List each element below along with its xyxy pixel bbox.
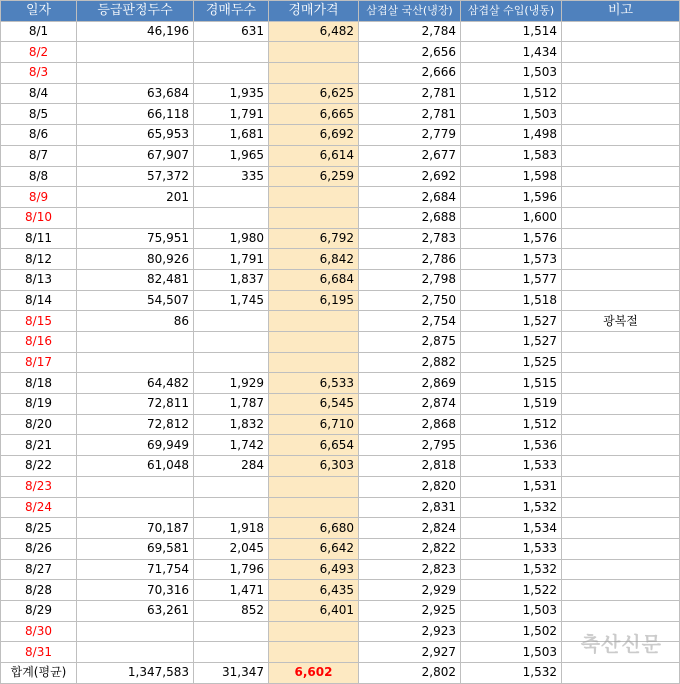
cell-auction — [194, 42, 269, 63]
cell-graded: 72,811 — [77, 394, 194, 415]
cell-date: 8/5 — [1, 104, 77, 125]
cell-domestic: 2,684 — [359, 187, 461, 208]
cell-note — [562, 145, 680, 166]
cell-price — [269, 187, 359, 208]
cell-domestic: 2,875 — [359, 332, 461, 353]
cell-domestic: 2,692 — [359, 166, 461, 187]
cell-domestic: 2,929 — [359, 580, 461, 601]
cell-domestic: 2,822 — [359, 538, 461, 559]
table-row — [1, 456, 680, 477]
table-row — [1, 559, 680, 580]
cell-date: 8/24 — [1, 497, 77, 518]
header-graded-count: 등급판정두수 — [77, 1, 194, 22]
cell-imported: 1,525 — [461, 352, 562, 373]
cell-price: 6,195 — [269, 290, 359, 311]
cell-domestic: 2,781 — [359, 83, 461, 104]
cell-graded: 65,953 — [77, 125, 194, 146]
total-imported: 1,532 — [461, 663, 562, 684]
cell-imported: 1,532 — [461, 559, 562, 580]
cell-domestic: 2,784 — [359, 21, 461, 42]
cell-domestic: 2,823 — [359, 559, 461, 580]
total-note — [562, 663, 680, 684]
cell-graded: 80,926 — [77, 249, 194, 270]
cell-note — [562, 83, 680, 104]
cell-note — [562, 476, 680, 497]
cell-auction: 1,929 — [194, 373, 269, 394]
cell-auction: 2,045 — [194, 538, 269, 559]
cell-note — [562, 228, 680, 249]
cell-auction — [194, 476, 269, 497]
cell-graded — [77, 42, 194, 63]
cell-price — [269, 642, 359, 663]
cell-price: 6,842 — [269, 249, 359, 270]
cell-auction: 1,832 — [194, 414, 269, 435]
cell-price: 6,680 — [269, 518, 359, 539]
table-row — [1, 373, 680, 394]
cell-graded: 72,812 — [77, 414, 194, 435]
table-row — [1, 83, 680, 104]
cell-price: 6,545 — [269, 394, 359, 415]
cell-domestic: 2,818 — [359, 456, 461, 477]
cell-graded — [77, 207, 194, 228]
watermark: 축산신문 — [581, 628, 662, 657]
cell-graded: 82,481 — [77, 269, 194, 290]
cell-date: 8/14 — [1, 290, 77, 311]
cell-note — [562, 580, 680, 601]
cell-auction — [194, 207, 269, 228]
cell-date: 8/21 — [1, 435, 77, 456]
cell-price: 6,792 — [269, 228, 359, 249]
cell-domestic: 2,795 — [359, 435, 461, 456]
cell-graded: 201 — [77, 187, 194, 208]
cell-price: 6,303 — [269, 456, 359, 477]
cell-note — [562, 559, 680, 580]
cell-auction — [194, 497, 269, 518]
cell-note — [562, 42, 680, 63]
cell-imported: 1,576 — [461, 228, 562, 249]
table-row — [1, 435, 680, 456]
cell-note — [562, 63, 680, 84]
cell-auction: 1,796 — [194, 559, 269, 580]
cell-domestic: 2,656 — [359, 42, 461, 63]
table-row — [1, 125, 680, 146]
cell-auction: 284 — [194, 456, 269, 477]
cell-price: 6,684 — [269, 269, 359, 290]
cell-note — [562, 394, 680, 415]
cell-graded: 67,907 — [77, 145, 194, 166]
cell-note — [562, 373, 680, 394]
cell-domestic: 2,779 — [359, 125, 461, 146]
cell-date: 8/9 — [1, 187, 77, 208]
cell-note — [562, 456, 680, 477]
cell-price — [269, 497, 359, 518]
cell-note — [562, 187, 680, 208]
cell-date: 8/22 — [1, 456, 77, 477]
table-row — [1, 394, 680, 415]
cell-graded: 54,507 — [77, 290, 194, 311]
table-row — [1, 145, 680, 166]
cell-date: 8/27 — [1, 559, 77, 580]
cell-auction — [194, 332, 269, 353]
cell-imported: 1,503 — [461, 642, 562, 663]
cell-auction — [194, 642, 269, 663]
cell-domestic: 2,882 — [359, 352, 461, 373]
header-row — [1, 1, 680, 22]
cell-date: 8/30 — [1, 621, 77, 642]
cell-graded: 63,684 — [77, 83, 194, 104]
cell-note — [562, 104, 680, 125]
cell-note — [562, 249, 680, 270]
cell-imported: 1,434 — [461, 42, 562, 63]
cell-domestic: 2,824 — [359, 518, 461, 539]
cell-graded: 70,316 — [77, 580, 194, 601]
cell-note: 광복절 — [562, 311, 680, 332]
cell-graded — [77, 476, 194, 497]
cell-price — [269, 42, 359, 63]
cell-date: 8/25 — [1, 518, 77, 539]
cell-price: 6,435 — [269, 580, 359, 601]
cell-imported: 1,532 — [461, 497, 562, 518]
table-row — [1, 600, 680, 621]
cell-graded: 70,187 — [77, 518, 194, 539]
cell-price — [269, 621, 359, 642]
cell-date: 8/20 — [1, 414, 77, 435]
total-graded: 1,347,583 — [77, 663, 194, 684]
cell-domestic: 2,688 — [359, 207, 461, 228]
cell-imported: 1,533 — [461, 456, 562, 477]
table-row — [1, 476, 680, 497]
cell-price — [269, 207, 359, 228]
cell-date: 8/8 — [1, 166, 77, 187]
cell-domestic: 2,677 — [359, 145, 461, 166]
cell-imported: 1,534 — [461, 518, 562, 539]
cell-auction: 1,935 — [194, 83, 269, 104]
total-domestic: 2,802 — [359, 663, 461, 684]
cell-imported: 1,512 — [461, 83, 562, 104]
cell-graded — [77, 497, 194, 518]
cell-date: 8/3 — [1, 63, 77, 84]
cell-graded: 66,118 — [77, 104, 194, 125]
table-row — [1, 580, 680, 601]
header-domestic-pork-belly: 삼겹살 국산(냉장) — [359, 1, 461, 22]
cell-graded: 64,482 — [77, 373, 194, 394]
cell-note — [562, 125, 680, 146]
cell-price: 6,665 — [269, 104, 359, 125]
cell-imported: 1,600 — [461, 207, 562, 228]
cell-graded: 75,951 — [77, 228, 194, 249]
header-auction-price: 경매가격 — [269, 1, 359, 22]
cell-date: 8/18 — [1, 373, 77, 394]
header-imported-pork-belly: 삼겹살 수입(냉동) — [461, 1, 562, 22]
cell-price: 6,401 — [269, 600, 359, 621]
cell-note — [562, 497, 680, 518]
table-row — [1, 104, 680, 125]
table-row — [1, 187, 680, 208]
cell-auction: 1,681 — [194, 125, 269, 146]
cell-note — [562, 414, 680, 435]
cell-domestic: 2,925 — [359, 600, 461, 621]
cell-imported: 1,577 — [461, 269, 562, 290]
cell-note — [562, 269, 680, 290]
cell-note — [562, 518, 680, 539]
cell-price: 6,654 — [269, 435, 359, 456]
table-row — [1, 497, 680, 518]
cell-price: 6,482 — [269, 21, 359, 42]
cell-domestic: 2,798 — [359, 269, 461, 290]
cell-date: 8/29 — [1, 600, 77, 621]
table-row — [1, 642, 680, 663]
table-row — [1, 166, 680, 187]
cell-date: 8/4 — [1, 83, 77, 104]
cell-domestic: 2,923 — [359, 621, 461, 642]
cell-price: 6,493 — [269, 559, 359, 580]
table-body — [1, 21, 680, 662]
cell-auction: 1,837 — [194, 269, 269, 290]
cell-imported: 1,522 — [461, 580, 562, 601]
cell-domestic: 2,786 — [359, 249, 461, 270]
table-row — [1, 518, 680, 539]
cell-price — [269, 63, 359, 84]
cell-price — [269, 311, 359, 332]
cell-graded — [77, 642, 194, 663]
cell-date: 8/31 — [1, 642, 77, 663]
table-row — [1, 269, 680, 290]
table-row — [1, 332, 680, 353]
cell-price: 6,259 — [269, 166, 359, 187]
cell-auction — [194, 63, 269, 84]
cell-domestic: 2,781 — [359, 104, 461, 125]
cell-imported: 1,531 — [461, 476, 562, 497]
cell-imported: 1,533 — [461, 538, 562, 559]
table-row — [1, 414, 680, 435]
table-row — [1, 21, 680, 42]
cell-auction — [194, 187, 269, 208]
header-note: 비고 — [562, 1, 680, 22]
cell-graded: 63,261 — [77, 600, 194, 621]
total-label: 합계(평균) — [1, 663, 77, 684]
cell-graded — [77, 63, 194, 84]
total-price: 6,602 — [269, 663, 359, 684]
cell-imported: 1,503 — [461, 104, 562, 125]
cell-note — [562, 538, 680, 559]
table-row — [1, 207, 680, 228]
header-date: 일자 — [1, 1, 77, 22]
cell-imported: 1,527 — [461, 332, 562, 353]
cell-date: 8/23 — [1, 476, 77, 497]
cell-graded — [77, 621, 194, 642]
cell-imported: 1,502 — [461, 621, 562, 642]
cell-auction: 852 — [194, 600, 269, 621]
cell-price — [269, 476, 359, 497]
cell-domestic: 2,783 — [359, 228, 461, 249]
cell-note — [562, 166, 680, 187]
cell-imported: 1,515 — [461, 373, 562, 394]
cell-note — [562, 435, 680, 456]
cell-price — [269, 352, 359, 373]
cell-price: 6,625 — [269, 83, 359, 104]
cell-domestic: 2,869 — [359, 373, 461, 394]
header-auction-count: 경매두수 — [194, 1, 269, 22]
cell-graded: 69,949 — [77, 435, 194, 456]
total-row — [1, 663, 680, 684]
cell-auction: 335 — [194, 166, 269, 187]
cell-imported: 1,503 — [461, 63, 562, 84]
cell-auction: 631 — [194, 21, 269, 42]
cell-imported: 1,512 — [461, 414, 562, 435]
cell-date: 8/10 — [1, 207, 77, 228]
cell-date: 8/7 — [1, 145, 77, 166]
cell-note — [562, 600, 680, 621]
cell-imported: 1,573 — [461, 249, 562, 270]
cell-auction: 1,745 — [194, 290, 269, 311]
table-row — [1, 621, 680, 642]
table-row — [1, 249, 680, 270]
cell-auction — [194, 352, 269, 373]
cell-imported: 1,519 — [461, 394, 562, 415]
cell-auction — [194, 311, 269, 332]
cell-domestic: 2,750 — [359, 290, 461, 311]
cell-date: 8/16 — [1, 332, 77, 353]
cell-date: 8/28 — [1, 580, 77, 601]
cell-auction: 1,791 — [194, 249, 269, 270]
cell-imported: 1,498 — [461, 125, 562, 146]
cell-date: 8/12 — [1, 249, 77, 270]
cell-date: 8/2 — [1, 42, 77, 63]
cell-date: 8/6 — [1, 125, 77, 146]
cell-graded: 46,196 — [77, 21, 194, 42]
cell-date: 8/17 — [1, 352, 77, 373]
cell-auction: 1,918 — [194, 518, 269, 539]
cell-domestic: 2,831 — [359, 497, 461, 518]
table-row — [1, 538, 680, 559]
cell-imported: 1,596 — [461, 187, 562, 208]
cell-auction: 1,742 — [194, 435, 269, 456]
cell-date: 8/1 — [1, 21, 77, 42]
cell-auction: 1,980 — [194, 228, 269, 249]
cell-price: 6,692 — [269, 125, 359, 146]
cell-date: 8/19 — [1, 394, 77, 415]
cell-domestic: 2,820 — [359, 476, 461, 497]
cell-imported: 1,503 — [461, 600, 562, 621]
cell-domestic: 2,868 — [359, 414, 461, 435]
cell-domestic: 2,666 — [359, 63, 461, 84]
cell-graded: 86 — [77, 311, 194, 332]
table-row — [1, 228, 680, 249]
cell-imported: 1,583 — [461, 145, 562, 166]
total-auction: 31,347 — [194, 663, 269, 684]
cell-imported: 1,527 — [461, 311, 562, 332]
cell-auction: 1,965 — [194, 145, 269, 166]
cell-price: 6,614 — [269, 145, 359, 166]
cell-graded: 69,581 — [77, 538, 194, 559]
cell-note — [562, 207, 680, 228]
cell-price: 6,533 — [269, 373, 359, 394]
cell-price: 6,642 — [269, 538, 359, 559]
cell-price — [269, 332, 359, 353]
cell-note — [562, 352, 680, 373]
cell-graded: 71,754 — [77, 559, 194, 580]
cell-auction: 1,791 — [194, 104, 269, 125]
table-row — [1, 63, 680, 84]
cell-graded — [77, 352, 194, 373]
table-row — [1, 42, 680, 63]
cell-imported: 1,598 — [461, 166, 562, 187]
cell-imported: 1,514 — [461, 21, 562, 42]
cell-imported: 1,536 — [461, 435, 562, 456]
cell-auction: 1,471 — [194, 580, 269, 601]
cell-auction — [194, 621, 269, 642]
cell-graded: 57,372 — [77, 166, 194, 187]
cell-graded — [77, 332, 194, 353]
cell-date: 8/13 — [1, 269, 77, 290]
cell-note — [562, 332, 680, 353]
cell-graded: 61,048 — [77, 456, 194, 477]
cell-domestic: 2,874 — [359, 394, 461, 415]
cell-date: 8/11 — [1, 228, 77, 249]
table-row — [1, 352, 680, 373]
cell-domestic: 2,927 — [359, 642, 461, 663]
cell-date: 8/15 — [1, 311, 77, 332]
cell-note — [562, 290, 680, 311]
cell-date: 8/26 — [1, 538, 77, 559]
cell-note — [562, 21, 680, 42]
cell-auction: 1,787 — [194, 394, 269, 415]
table-row — [1, 311, 680, 332]
cell-price: 6,710 — [269, 414, 359, 435]
table-row — [1, 290, 680, 311]
cell-imported: 1,518 — [461, 290, 562, 311]
cell-domestic: 2,754 — [359, 311, 461, 332]
